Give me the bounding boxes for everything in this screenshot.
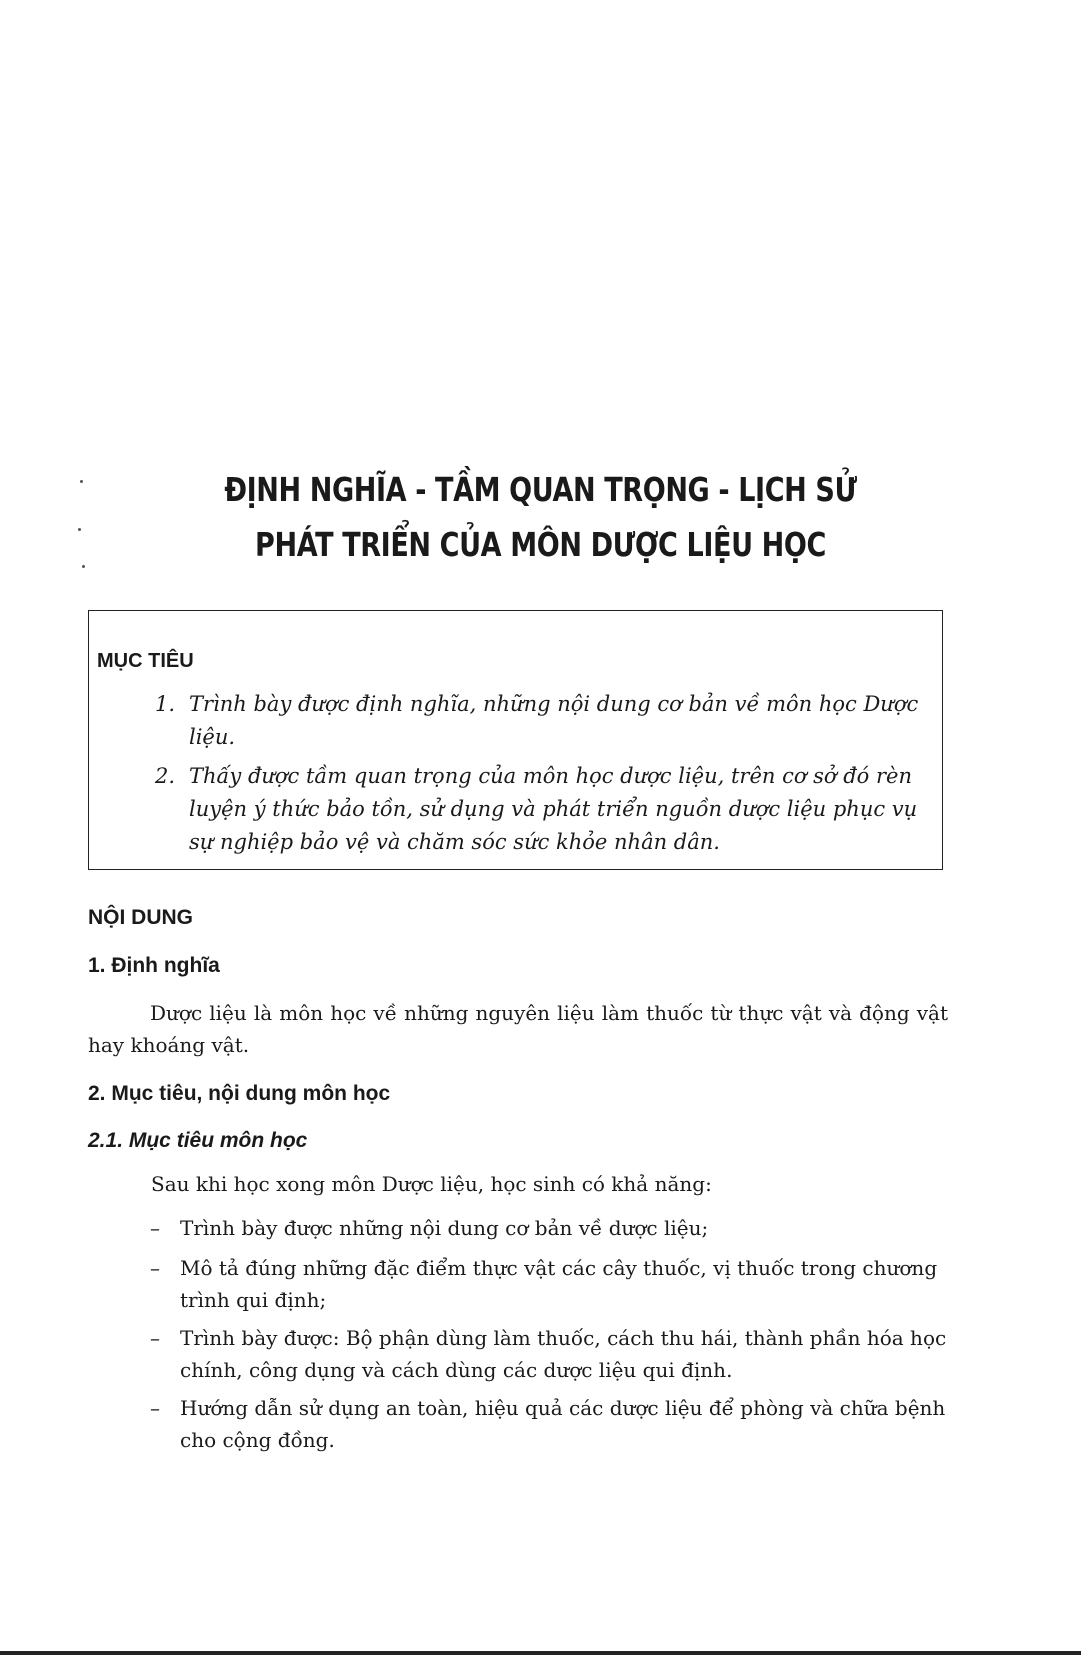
list-item (150, 1392, 950, 1456)
definition-heading: 1. Định nghĩa (88, 954, 220, 977)
objective-item (155, 760, 935, 859)
page-title-line-1: ĐỊNH NGHĨA - TẦM QUAN TRỌNG - LỊCH SỬ (224, 470, 857, 509)
list-item (150, 1252, 950, 1316)
page-bottom-edge (0, 1651, 1081, 1655)
bullet-dash: – (150, 1256, 160, 1280)
objective-text: Thấy được tầm quan trọng của môn học dược liệu, trên cơ sở đó rèn luyện ý thức bảo tồn, sử dụng và phát triển nguồn dược liệu phục vụ sự nghiệp bảo vệ và chăm sóc sức khỏe nhân dân. (189, 764, 918, 854)
goals-heading: 2. Mục tiêu, nội dung môn học (88, 1082, 391, 1105)
scan-speck (80, 480, 83, 483)
bullet-dash: – (150, 1216, 160, 1240)
objectives-heading: MỤC TIÊU (97, 650, 194, 672)
bullet-dash: – (150, 1326, 160, 1350)
list-item (150, 1212, 950, 1244)
bullet-dash: – (150, 1396, 160, 1420)
scan-speck (78, 528, 81, 531)
list-item (150, 1322, 950, 1386)
goals-intro: Sau khi học xong môn Dược liệu, học sinh có khả năng: (151, 1172, 712, 1196)
list-item-text: Trình bày được: Bộ phận dùng làm thuốc, cách thu hái, thành phần hóa học chính, công dụng và cách dùng các dược liệu qui định. (180, 1326, 947, 1382)
list-item-text: Hướng dẫn sử dụng an toàn, hiệu quả các dược liệu để phòng và chữa bệnh cho cộng đồng. (180, 1396, 946, 1452)
content-heading: NỘI DUNG (88, 906, 193, 929)
objective-number: 2. (155, 764, 176, 788)
list-item-text: Mô tả đúng những đặc điểm thực vật các cây thuốc, vị thuốc trong chương trình qui định; (180, 1256, 938, 1312)
scan-speck (82, 565, 85, 568)
objective-text: Trình bày được định nghĩa, những nội dung cơ bản về môn học Dược liệu. (189, 692, 919, 749)
page-title-line-2: PHÁT TRIỂN CỦA MÔN DƯỢC LIỆU HỌC (255, 525, 826, 564)
definition-paragraph: Dược liệu là môn học về những nguyên liệu làm thuốc từ thực vật và động vật hay khoáng vật. (88, 1001, 948, 1057)
objective-number: 1. (155, 692, 176, 716)
goals-subheading: 2.1. Mục tiêu môn học (88, 1129, 308, 1152)
list-item-text: Trình bày được những nội dung cơ bản về dược liệu; (180, 1216, 709, 1240)
objective-item (155, 688, 935, 754)
